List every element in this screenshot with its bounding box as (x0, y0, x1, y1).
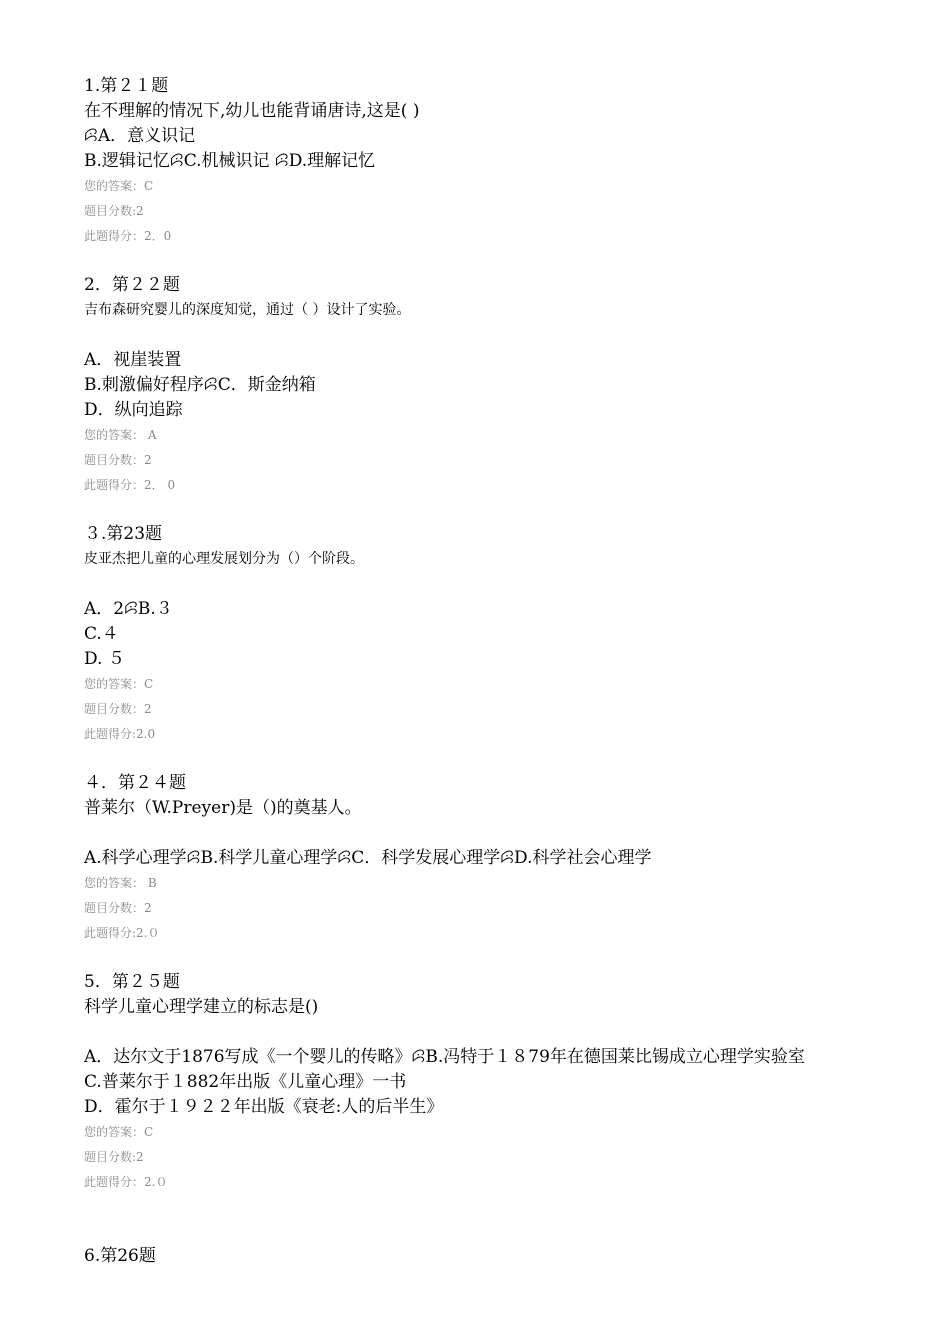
option-line: D．纵向追踪 (84, 400, 183, 420)
question-stem: 皮亚杰把儿童的心理发展划分为（）个阶段。 (84, 551, 364, 567)
option-line: A.科学心理学ꕸB.科学儿童心理学ꕸC．科学发展心理学ꕸD.科学社会心理学 (84, 848, 652, 868)
question-score: 此题得分:2.０ (84, 926, 160, 940)
option-line: C.４ (84, 624, 119, 644)
question-points: 题目分数:2 (84, 204, 144, 218)
question-stem: 普莱尔（W.Preyer)是（)的奠基人。 (84, 798, 362, 818)
question-stem: 吉布森研究婴儿的深度知觉，通过（ ）设计了实验。 (84, 302, 411, 318)
option-line: A．视崖装置 (84, 350, 182, 370)
question-title: 5．第２５题 (84, 972, 180, 992)
your-answer: 您的答案： A (84, 428, 157, 442)
your-answer: 您的答案： B (84, 876, 157, 890)
question-5 (84, 970, 890, 1195)
question-points: 题目分数：2 (84, 901, 152, 915)
question-title: 1.第２１题 (84, 76, 169, 96)
your-answer: 您的答案：C (84, 179, 154, 193)
question-3 (84, 522, 890, 747)
question-1 (84, 74, 890, 249)
question-points: 题目分数：2 (84, 702, 152, 716)
question-2 (84, 273, 890, 498)
your-answer: 您的答案：C (84, 1125, 154, 1139)
question-title: ４．第２４题 (84, 773, 186, 793)
option-line: ꕸA．意义识记 (84, 126, 196, 146)
option-line: A．达尔文于1876写成《一个婴儿的传略》ꕸB.冯特于１８79年在德国莱比锡成立心理学实验室 (84, 1047, 805, 1067)
question-stem: 在不理解的情况下,幼儿也能背诵唐诗,这是( ) (84, 101, 420, 121)
option-line: D. ５ (84, 649, 125, 669)
option-line: C.普莱尔于１882年出版《儿童心理》一书 (84, 1072, 407, 1092)
question-title: ３.第23题 (84, 524, 163, 544)
question-6 (84, 1244, 890, 1269)
question-points: 题目分数:2 (84, 1150, 144, 1164)
question-score: 此题得分：2.０ (84, 1175, 168, 1189)
question-title: 6.第26题 (84, 1246, 156, 1266)
question-4 (84, 771, 890, 946)
question-score: 此题得分：2． 0 (84, 478, 176, 492)
question-stem: 科学儿童心理学建立的标志是() (84, 997, 319, 1017)
option-line: A．2ꕸB.３ (84, 599, 173, 619)
question-score: 此题得分：2．0 (84, 229, 172, 243)
option-line: B.刺激偏好程序ꕸC．斯金纳箱 (84, 375, 316, 395)
question-title: 2．第２２题 (84, 275, 180, 295)
option-line: B.逻辑记忆ꕸC.机械识记 ꕸD.理解记忆 (84, 151, 376, 171)
question-score: 此题得分:2.0 (84, 727, 156, 741)
question-points: 题目分数：2 (84, 453, 152, 467)
your-answer: 您的答案：C (84, 677, 154, 691)
option-line: D．霍尔于１９２２年出版《衰老:人的后半生》 (84, 1097, 444, 1117)
